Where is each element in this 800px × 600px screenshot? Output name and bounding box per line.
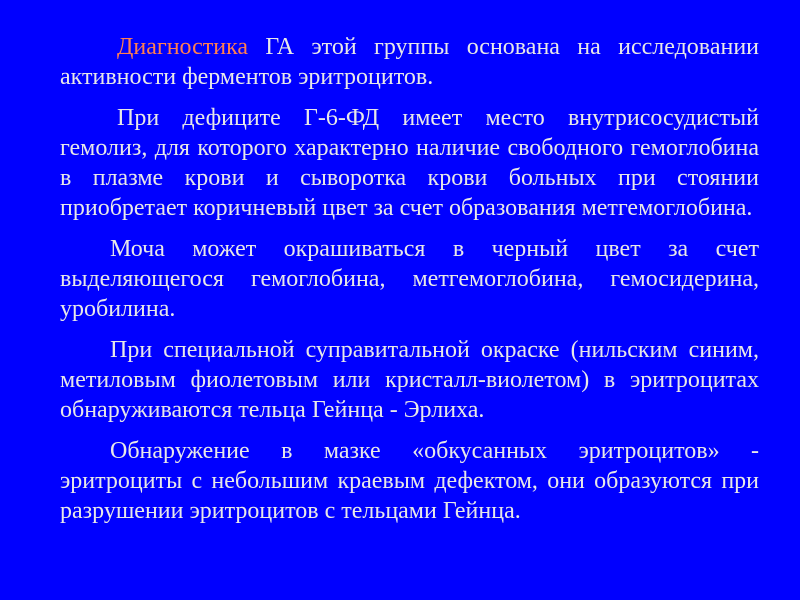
paragraph-g6pd-deficiency: При дефиците Г-6-ФД имеет место внутрисосудистый гемолиз, для которого характерно наличие свободного гемоглобина в плазме крови и сыворотка крови больных при стоянии приобретает коричневый цвет за счет образования метгемоглобина. <box>60 105 759 221</box>
paragraph-text: ГА этой группы основана на исследовании активности ферментов эритроцитов. <box>60 34 759 90</box>
highlighted-term: Диагностика <box>117 34 249 60</box>
paragraph-urine-color: Моча может окрашиваться в черный цвет за счет выделяющегося гемоглобина, метгемоглобина, гемосидерина, уробилина. <box>60 236 759 322</box>
paragraph-diagnostics <box>60 32 759 92</box>
paragraph-bite-cells: Обнаружение в мазке «обкусанных эритроцитов» - эритроциты с небольшим краевым дефектом, они образуются при разрушении эритроцитов с тельцами Гейнца. <box>60 438 759 524</box>
paragraph-supravital-staining: При специальной суправитальной окраске (нильским синим, метиловым фиолетовым или кристалл-виолетом) в эритроцитах обнаруживаются тельца Гейнца - Эрлиха. <box>60 337 759 423</box>
slide-text-body <box>60 32 759 537</box>
